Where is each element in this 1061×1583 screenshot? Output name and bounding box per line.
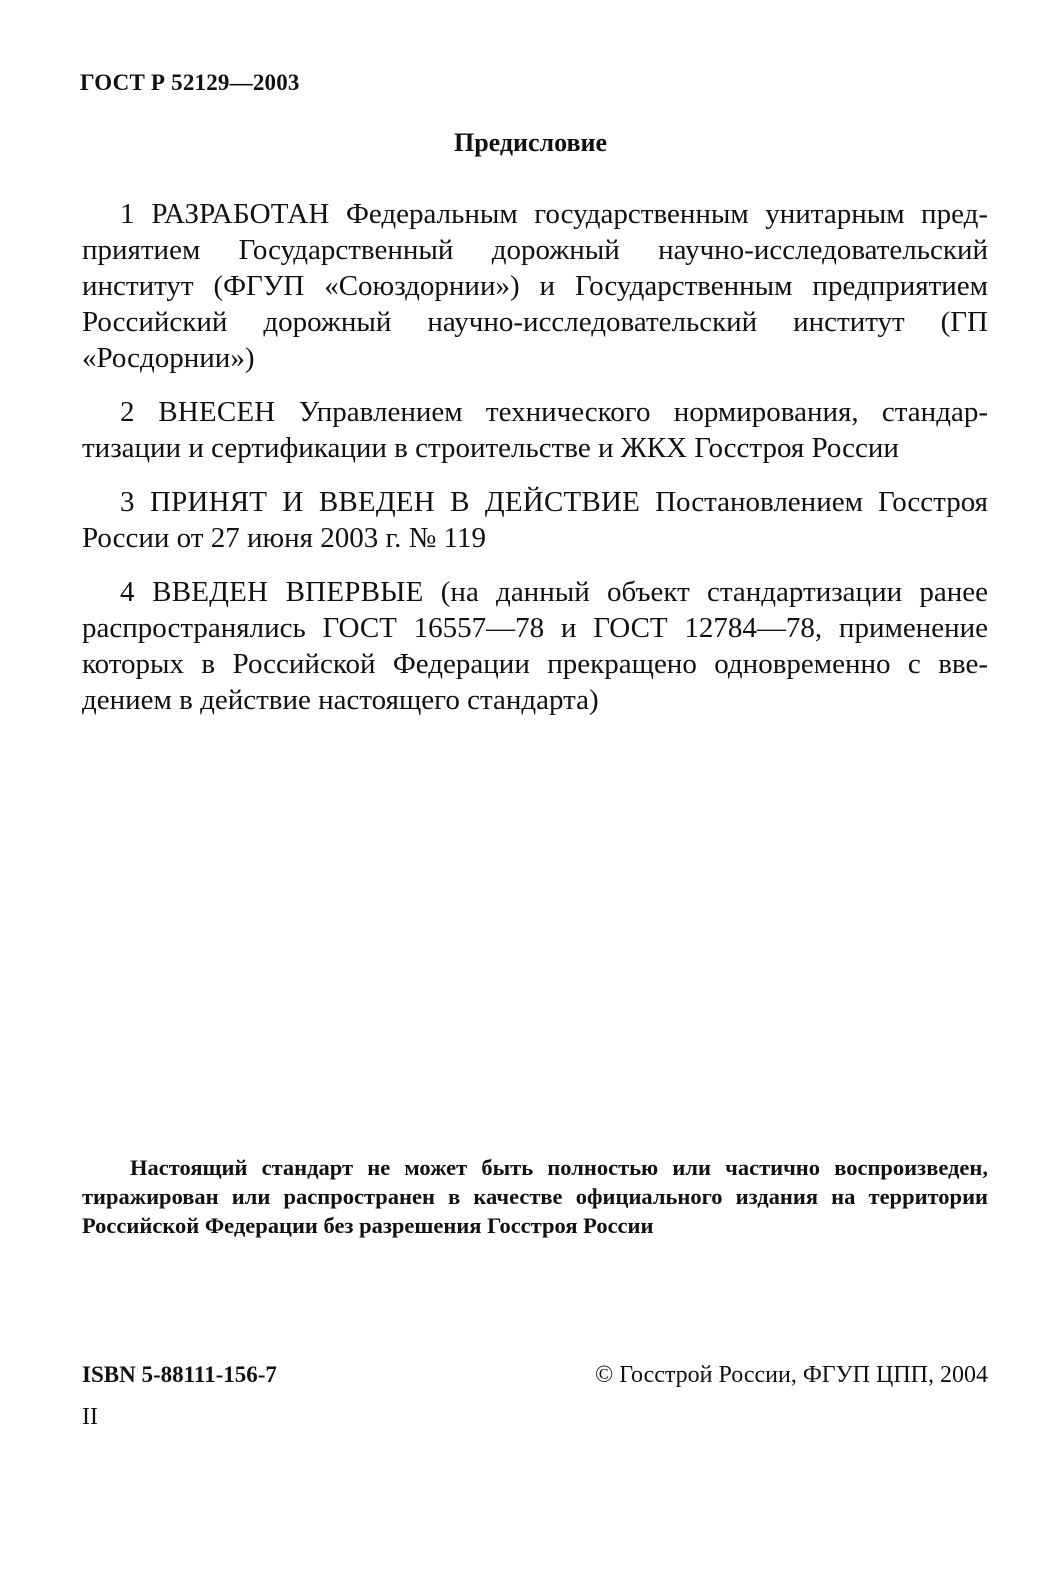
item-text: Управлением технического нормирования, стандартизации и сертификации в строительстве и ЖКХ Госстроя России (82, 396, 988, 464)
item-lead: 3 ПРИНЯТ И ВВЕДЕН В ДЕЙСТВИЕ (120, 486, 641, 518)
isbn: ISBN 5-88111-156-7 (82, 1362, 277, 1387)
item-lead: 4 ВВЕДЕН ВПЕРВЫЕ (120, 576, 424, 608)
foreword-item-4 (82, 574, 988, 718)
document-code: ГОСТ Р 52129—2003 (80, 70, 300, 95)
foreword-item-2 (82, 394, 988, 466)
item-text: Федеральным государственным унитарным предприятием Государственный дорожный научно-исследовательский институт (ФГУП «Союздорнии») и Государственным предприятием Российский дорожный научно-исследовательский институт (ГП «Росдорнии») (82, 198, 988, 374)
copyright-line: © Госстрой России, ФГУП ЦПП, 2004 (594, 1362, 988, 1388)
item-lead: 1 РАЗРАБОТАН (120, 198, 330, 230)
item-lead: 2 ВНЕСЕН (120, 396, 276, 428)
copyright-notice: Настоящий стандарт не может быть полностью или частично воспроизведен, тиражирован или распространен в качестве официального издания на территории Российской Федерации без разрешения Госстроя России (82, 1155, 988, 1238)
page-number: II (82, 1404, 98, 1430)
item-text: Постановлением Госстроя России от 27 июня 2003 г. № 119 (82, 486, 988, 554)
foreword-body (82, 196, 988, 736)
foreword-item-1 (82, 196, 988, 376)
foreword-item-3 (82, 484, 988, 556)
page-title: Предисловие (453, 128, 608, 157)
item-text: (на данный объект стандартизации ранее распространялись ГОСТ 16557—78 и ГОСТ 12784—78, применение которых в Российской Федерации прекращено одновременно с введением в действие настоящего стандарта) (82, 576, 988, 716)
